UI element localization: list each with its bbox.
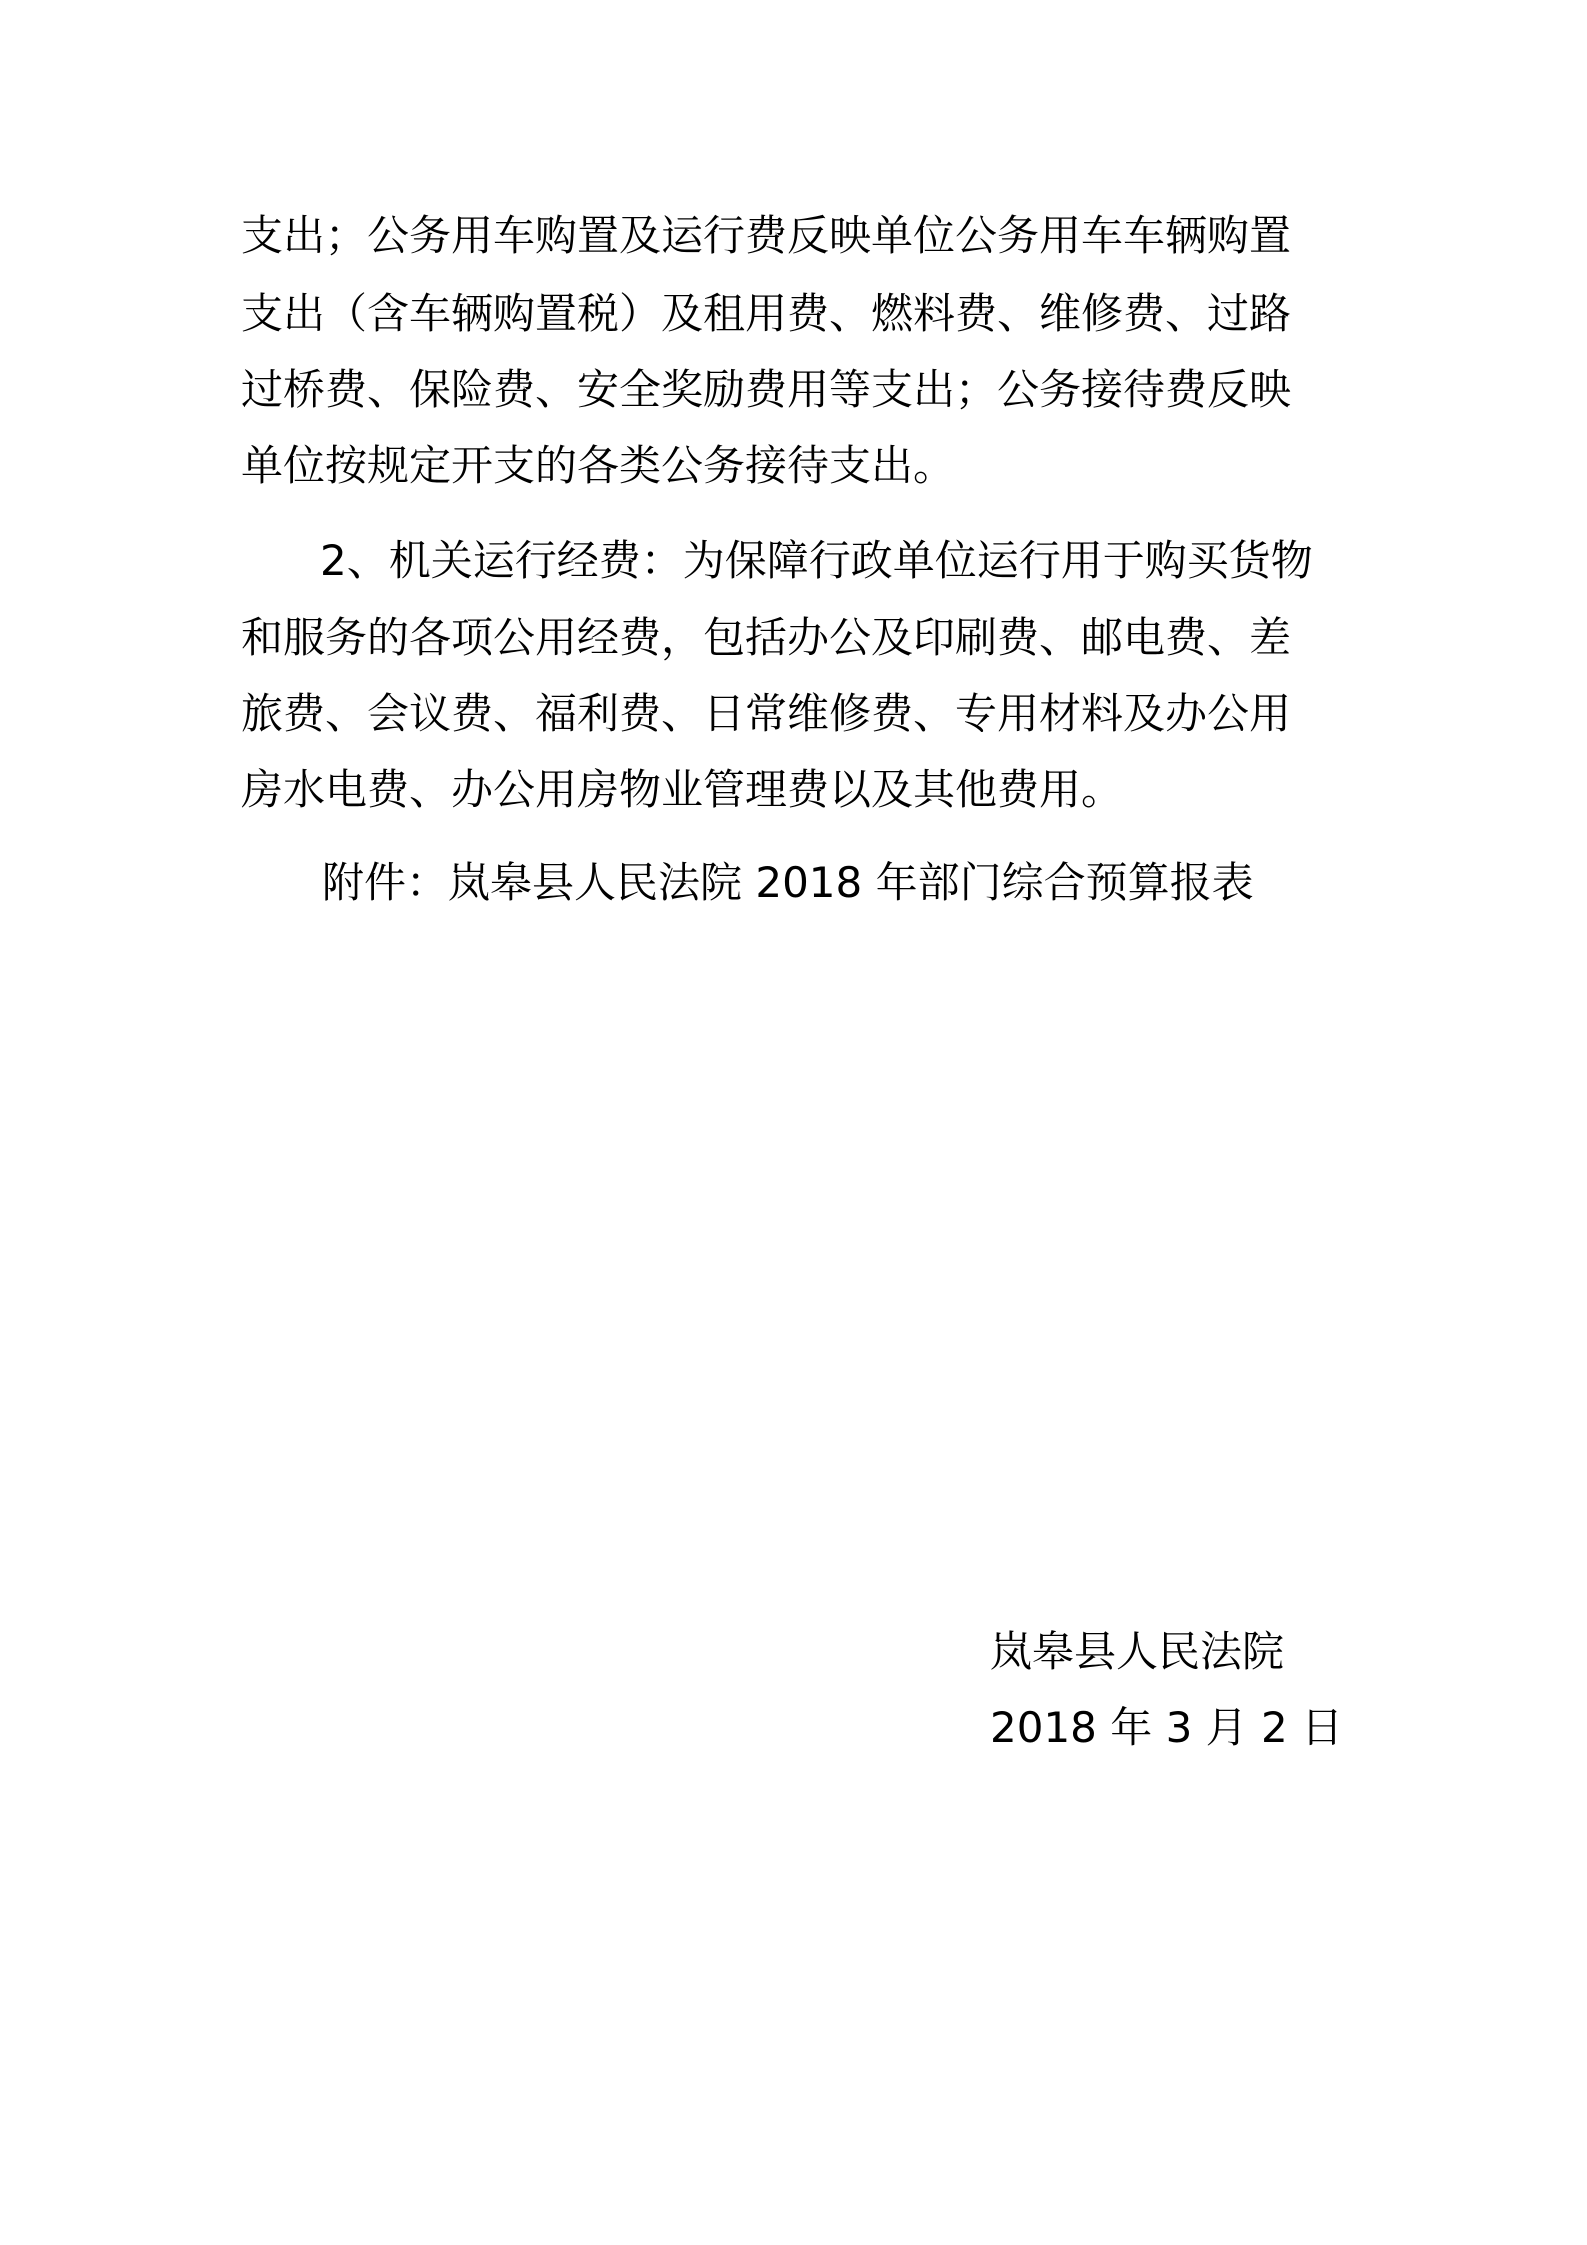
signature-date: 2018 年 3 月 2 日 [990,1703,1344,1752]
text-line: 单位按规定开支的各类公务接待支出。 [241,441,956,490]
text-line: 旅费、会议费、福利费、日常维修费、专用材料及办公用 [241,689,1292,738]
text-line: 房水电费、办公用房物业管理费以及其他费用。 [241,765,1124,814]
text-line: 支出；公务用车购置及运行费反映单位公务用车车辆购置 [241,211,1292,260]
attachment-note: 附件：岚皋县人民法院 2018 年部门综合预算报表 [322,858,1254,907]
text-line: 过桥费、保险费、安全奖励费用等支出；公务接待费反映 [241,365,1292,414]
signature-organization: 岚皋县人民法院 [990,1627,1285,1676]
text-line: 支出（含车辆购置税）及租用费、燃料费、维修费、过路 [241,289,1292,338]
text-line: 和服务的各项公用经费，包括办公及印刷费、邮电费、差 [241,613,1292,662]
text-line: 2、机关运行经费：为保障行政单位运行用于购买货物 [320,536,1313,585]
